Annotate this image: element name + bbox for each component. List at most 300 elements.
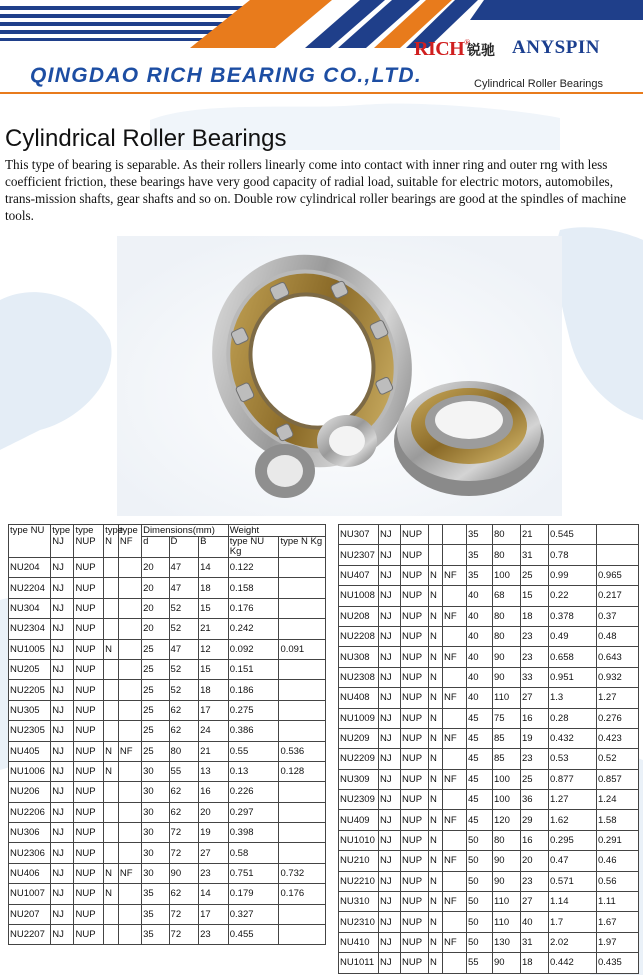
brand-logo-anyspin: ANYSPIN [512,37,600,58]
cell-type-nf: NF [118,741,141,761]
cell-type-nj: NJ [379,830,401,850]
cell-type-nup: NUP [74,741,104,761]
table-header-row [9,525,326,537]
cell-type-nj: NJ [379,769,401,789]
cell-type-nf [118,598,141,618]
cell-type-n [104,721,119,741]
cell-weight-nu: 0.151 [228,659,279,679]
cell-D: 52 [169,598,199,618]
cell-D: 100 [493,790,521,810]
cell-weight-nu: 0.78 [549,545,597,565]
cell-D: 72 [169,904,199,924]
cell-weight-nu: 2.02 [549,932,597,952]
table-row [339,790,639,810]
cell-type-nup: NUP [401,565,429,585]
cell-type-nf: NF [443,769,467,789]
cell-weight-n: 0.857 [597,769,639,789]
cell-d: 50 [467,912,493,932]
cell-type-nf [118,700,141,720]
cell-B: 23 [521,626,549,646]
cell-type-nup: NUP [401,525,429,545]
cell-type-n: N [104,863,119,883]
cell-weight-n: 0.176 [279,884,326,904]
cell-type-n: N [429,728,443,748]
cell-type-nf [118,802,141,822]
table-row [339,851,639,871]
cell-weight-n: 0.091 [279,639,326,659]
cell-type-n [104,680,119,700]
cell-type-nj: NJ [51,598,74,618]
cell-B: 18 [521,953,549,973]
cell-weight-nu: 0.455 [228,925,279,945]
cell-type-n: N [104,884,119,904]
table-row [9,558,326,578]
cell-d: 40 [467,667,493,687]
cell-type-nf [118,619,141,639]
cell-weight-n [279,843,326,863]
cell-D: 47 [169,558,199,578]
cell-type-n [429,545,443,565]
cell-type-nu: NU2209 [339,749,379,769]
cell-type-nj: NJ [379,790,401,810]
brand-logo-chinese: 锐驰 [467,43,495,59]
cell-type-nu: NU1007 [9,884,51,904]
cell-D: 80 [493,830,521,850]
cell-weight-n: 0.643 [597,647,639,667]
cell-type-nf [443,871,467,891]
cell-type-nup: NUP [74,761,104,781]
cell-d: 25 [142,721,169,741]
cell-D: 130 [493,932,521,952]
cell-type-n: N [429,912,443,932]
cell-weight-n [279,802,326,822]
cell-type-nu: NU307 [339,525,379,545]
cell-type-nu: NU2307 [339,545,379,565]
cell-B: 31 [521,545,549,565]
table-row [9,659,326,679]
brand-logo-rich [414,38,470,61]
header-D: D [169,537,199,558]
table-row [339,830,639,850]
cell-type-nj: NJ [379,545,401,565]
cell-type-n: N [429,586,443,606]
cell-type-nj: NJ [379,586,401,606]
cell-type-nj: NJ [379,525,401,545]
cell-type-nj: NJ [379,892,401,912]
cell-type-nu: NU208 [339,606,379,626]
table-row [9,680,326,700]
table-row [9,843,326,863]
cell-B: 17 [199,700,229,720]
cell-D: 62 [169,884,199,904]
cell-type-nf: NF [443,606,467,626]
cell-B: 14 [199,884,229,904]
cell-type-nf: NF [443,688,467,708]
cell-type-nup: NUP [74,578,104,598]
cell-weight-n: 1.58 [597,810,639,830]
cell-weight-n: 1.27 [597,688,639,708]
cell-D: 47 [169,578,199,598]
cell-weight-nu: 0.176 [228,598,279,618]
cell-type-nup: NUP [401,626,429,646]
cell-type-nu: NU410 [339,932,379,952]
cell-type-nj: NJ [51,659,74,679]
cell-type-nu: NU2205 [9,680,51,700]
cell-type-nu: NU309 [339,769,379,789]
cell-weight-nu: 0.571 [549,871,597,891]
cell-d: 45 [467,769,493,789]
cell-B: 14 [199,558,229,578]
cell-weight-nu: 0.092 [228,639,279,659]
cell-weight-n: 1.97 [597,932,639,952]
header-type-nu: type NU [9,525,51,558]
cell-type-nj: NJ [51,843,74,863]
cell-B: 33 [521,667,549,687]
table-row [339,892,639,912]
cell-d: 20 [142,558,169,578]
table-row [9,904,326,924]
cell-type-nj: NJ [51,680,74,700]
cell-weight-n [279,619,326,639]
cell-type-n [104,782,119,802]
cell-type-nup: NUP [74,884,104,904]
cell-weight-nu: 0.432 [549,728,597,748]
cell-weight-n [279,659,326,679]
cell-d: 35 [467,525,493,545]
cell-d: 30 [142,843,169,863]
cell-type-nj: NJ [379,871,401,891]
cell-type-n: N [429,790,443,810]
cell-type-nj: NJ [379,749,401,769]
cell-B: 25 [521,565,549,585]
cell-type-nu: NU209 [339,728,379,748]
cell-weight-n: 1.11 [597,892,639,912]
cell-d: 40 [467,606,493,626]
cell-D: 85 [493,749,521,769]
cell-d: 45 [467,708,493,728]
cell-D: 90 [493,647,521,667]
cell-type-nup: NUP [74,721,104,741]
cell-weight-nu: 1.7 [549,912,597,932]
cell-type-nf [118,823,141,843]
cell-type-n: N [429,647,443,667]
cell-weight-nu: 0.545 [549,525,597,545]
cell-type-nf [118,761,141,781]
cell-weight-n: 0.56 [597,871,639,891]
cell-type-nj: NJ [379,688,401,708]
cell-weight-nu: 0.179 [228,884,279,904]
cell-D: 90 [169,863,199,883]
registered-mark: ® [464,38,470,47]
cell-D: 62 [169,721,199,741]
cell-type-nup: NUP [401,545,429,565]
table-row [9,782,326,802]
cell-weight-nu: 0.58 [228,843,279,863]
cell-d: 40 [467,586,493,606]
cell-B: 25 [521,769,549,789]
cell-D: 80 [493,626,521,646]
cell-type-nj: NJ [379,606,401,626]
cell-type-nf [443,953,467,973]
cell-B: 17 [199,904,229,924]
cell-d: 40 [467,688,493,708]
cell-weight-nu: 0.49 [549,626,597,646]
cell-type-nu: NU2208 [339,626,379,646]
cell-d: 50 [467,871,493,891]
page-description: This type of bearing is separable. As their rollers linearly come into contact with inner ring and outer rng with less coefficient friction, these bearings have very good capacity of radial load, suitable for electric motors, automobiles, trans-mission shafts, gear shafts and so on. Double row cylindrical roller bearings are good at the spindles of machine tools. [5,157,627,223]
cell-type-nf [443,912,467,932]
header-weight: Weight [228,525,325,537]
cell-type-nup: NUP [74,558,104,578]
table-row [339,565,639,585]
cell-type-n [104,802,119,822]
table-row [339,932,639,952]
cell-weight-n: 0.46 [597,851,639,871]
cell-type-nf [443,525,467,545]
cell-d: 30 [142,802,169,822]
cell-type-nup: NUP [74,680,104,700]
cell-type-nj: NJ [51,782,74,802]
cell-B: 18 [199,578,229,598]
cell-weight-nu: 0.951 [549,667,597,687]
cell-d: 55 [467,953,493,973]
cell-B: 31 [521,932,549,952]
cell-type-n: N [429,749,443,769]
cell-weight-nu: 0.28 [549,708,597,728]
cell-type-nf [118,884,141,904]
cell-B: 21 [199,619,229,639]
cell-D: 80 [169,741,199,761]
cell-type-nf [443,790,467,810]
cell-type-nup: NUP [401,810,429,830]
table-row [9,578,326,598]
cell-type-nu: NU210 [339,851,379,871]
header-type-nf: type NF [118,525,141,558]
cell-B: 23 [199,863,229,883]
cell-type-nu: NU2306 [9,843,51,863]
cell-type-nup: NUP [74,700,104,720]
cell-type-nj: NJ [51,700,74,720]
cell-type-nup: NUP [401,871,429,891]
table-row [9,802,326,822]
cell-type-nup: NUP [401,769,429,789]
cell-weight-n: 0.732 [279,863,326,883]
cell-weight-nu: 1.3 [549,688,597,708]
cell-type-nj: NJ [51,639,74,659]
cell-weight-n: 1.24 [597,790,639,810]
table-row [339,688,639,708]
cell-d: 50 [467,932,493,952]
header-B: B [199,537,229,558]
cell-weight-nu: 0.658 [549,647,597,667]
cell-type-nu: NU2309 [339,790,379,810]
cell-D: 85 [493,728,521,748]
header-type-nup: type NUP [74,525,104,558]
cell-D: 62 [169,782,199,802]
cell-type-n: N [429,932,443,952]
cell-weight-nu: 0.442 [549,953,597,973]
cell-type-n: N [429,892,443,912]
cell-type-nu: NU1006 [9,761,51,781]
cell-type-nup: NUP [74,843,104,863]
cell-weight-n: 0.932 [597,667,639,687]
cell-type-nup: NUP [401,667,429,687]
cell-type-nup: NUP [74,659,104,679]
cell-type-nup: NUP [401,647,429,667]
cell-weight-n [279,721,326,741]
cell-type-nup: NUP [401,851,429,871]
cell-weight-nu: 1.62 [549,810,597,830]
cell-type-n [104,558,119,578]
cell-weight-n [279,680,326,700]
cell-type-nf [443,830,467,850]
table-row [339,810,639,830]
cell-type-nf [443,708,467,728]
cell-type-nj: NJ [51,884,74,904]
cell-d: 35 [467,565,493,585]
cell-type-nup: NUP [74,925,104,945]
table-row [339,626,639,646]
cell-type-nf [118,578,141,598]
cell-weight-n [279,700,326,720]
cell-type-n: N [429,667,443,687]
cell-weight-n: 0.965 [597,565,639,585]
cell-type-nu: NU409 [339,810,379,830]
cell-B: 19 [199,823,229,843]
cell-weight-nu: 0.158 [228,578,279,598]
cell-type-nj: NJ [379,667,401,687]
cell-d: 25 [142,680,169,700]
cell-type-nu: NU406 [9,863,51,883]
table-row [9,721,326,741]
cell-D: 90 [493,851,521,871]
cell-type-nj: NJ [51,802,74,822]
cell-type-nj: NJ [379,626,401,646]
cell-d: 45 [467,810,493,830]
spec-table-right-body [339,525,639,974]
cell-weight-nu: 0.751 [228,863,279,883]
cell-weight-nu: 0.297 [228,802,279,822]
cell-type-nj: NJ [51,904,74,924]
cell-type-nj: NJ [51,925,74,945]
cell-d: 40 [467,647,493,667]
table-row [9,700,326,720]
cell-d: 35 [142,904,169,924]
cell-type-nj: NJ [379,728,401,748]
table-row [9,639,326,659]
table-row [9,598,326,618]
cell-D: 52 [169,659,199,679]
cell-type-n [104,823,119,843]
cell-type-nf: NF [443,647,467,667]
cell-type-nu: NU1008 [339,586,379,606]
cell-type-n: N [429,708,443,728]
cell-D: 90 [493,871,521,891]
table-row [339,525,639,545]
cell-type-nf [118,558,141,578]
cell-B: 20 [199,802,229,822]
cell-type-n [104,843,119,863]
cell-type-nj: NJ [379,912,401,932]
cell-type-nup: NUP [401,830,429,850]
cell-type-nup: NUP [74,782,104,802]
cell-type-n: N [429,953,443,973]
cell-type-nf: NF [443,892,467,912]
cell-type-nf [118,639,141,659]
cell-type-n [104,700,119,720]
cell-type-nj: NJ [51,721,74,741]
cell-type-nu: NU2206 [9,802,51,822]
cell-type-nu: NU1011 [339,953,379,973]
cell-type-nu: NU2304 [9,619,51,639]
cell-type-nup: NUP [401,932,429,952]
cell-type-nj: NJ [51,823,74,843]
cell-weight-nu: 0.226 [228,782,279,802]
cell-type-nup: NUP [74,639,104,659]
table-row [9,884,326,904]
cell-B: 15 [521,586,549,606]
table-row [9,619,326,639]
cell-type-nu: NU304 [9,598,51,618]
header-dimensions: Dimensions(mm) [142,525,229,537]
cell-weight-nu: 1.27 [549,790,597,810]
cell-type-n: N [429,851,443,871]
cell-type-nu: NU306 [9,823,51,843]
cell-type-nf: NF [443,810,467,830]
cell-weight-nu: 0.275 [228,700,279,720]
cell-type-n: N [429,810,443,830]
cell-d: 45 [467,728,493,748]
cell-d: 30 [142,863,169,883]
cell-B: 29 [521,810,549,830]
cell-type-nj: NJ [51,558,74,578]
table-row [339,953,639,973]
cell-type-nj: NJ [379,565,401,585]
cell-d: 35 [142,925,169,945]
cell-type-n [104,925,119,945]
header-d: d [142,537,169,558]
cell-d: 30 [142,823,169,843]
table-row [339,871,639,891]
cell-B: 16 [199,782,229,802]
cell-type-nup: NUP [401,790,429,810]
cell-weight-n: 0.291 [597,830,639,850]
cell-d: 35 [467,545,493,565]
cell-type-nup: NUP [401,912,429,932]
cell-type-nup: NUP [74,863,104,883]
cell-weight-n [279,925,326,945]
cell-type-nup: NUP [401,586,429,606]
cell-B: 27 [521,892,549,912]
cell-D: 62 [169,700,199,720]
cell-D: 100 [493,769,521,789]
cell-type-n: N [104,741,119,761]
cell-D: 80 [493,545,521,565]
cell-B: 40 [521,912,549,932]
spec-table-left [8,524,326,945]
cell-d: 50 [467,892,493,912]
bearing-photo [117,236,562,516]
cell-type-nu: NU205 [9,659,51,679]
cell-type-nu: NU2305 [9,721,51,741]
cell-type-nup: NUP [401,606,429,626]
cell-B: 36 [521,790,549,810]
cell-type-n: N [429,626,443,646]
cell-D: 75 [493,708,521,728]
cell-B: 15 [199,598,229,618]
cell-type-nf [443,586,467,606]
cell-weight-nu: 0.242 [228,619,279,639]
